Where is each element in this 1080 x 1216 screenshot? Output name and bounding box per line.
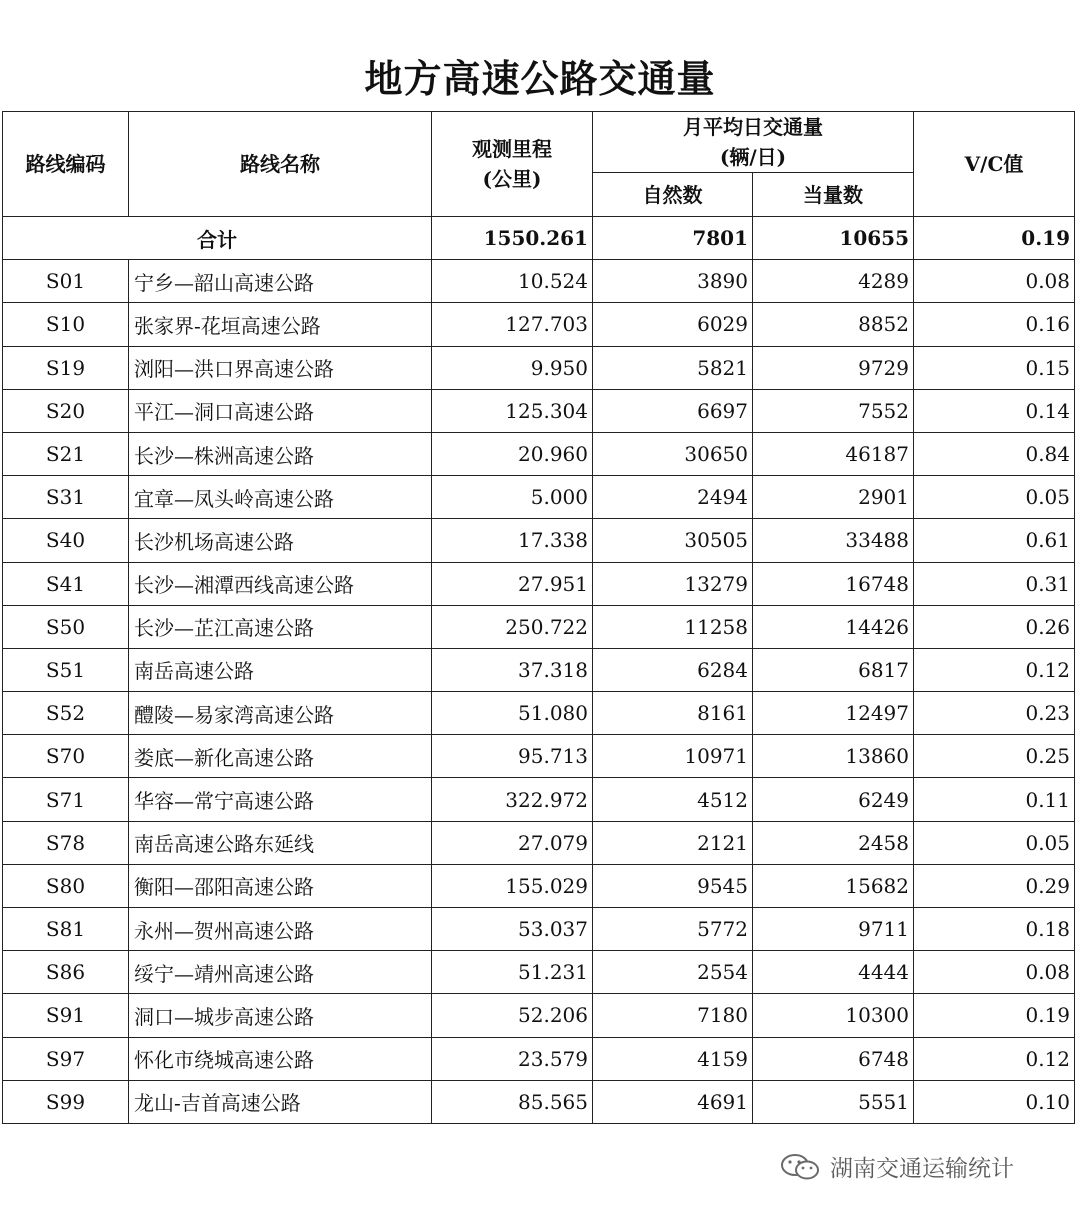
equivalent-count-cell: 6249 <box>753 778 914 821</box>
vc-cell: 0.25 <box>914 735 1075 778</box>
natural-count-cell: 4691 <box>593 1080 753 1123</box>
header-natural: 自然数 <box>593 173 753 217</box>
route-name-cell: 华容—常宁高速公路 <box>129 778 432 821</box>
natural-count-cell: 5821 <box>593 346 753 389</box>
route-code-cell: S40 <box>3 519 129 562</box>
route-name-cell: 绥宁—靖州高速公路 <box>129 951 432 994</box>
route-code-cell: S51 <box>3 648 129 691</box>
mileage-cell: 23.579 <box>432 1037 593 1080</box>
natural-count-cell: 2554 <box>593 951 753 994</box>
equivalent-count-cell: 7552 <box>753 389 914 432</box>
natural-count-cell: 3890 <box>593 260 753 303</box>
equivalent-count-cell: 4289 <box>753 260 914 303</box>
mileage-cell: 9.950 <box>432 346 593 389</box>
route-code-cell: S70 <box>3 735 129 778</box>
route-code-cell: S20 <box>3 389 129 432</box>
mileage-cell: 51.080 <box>432 692 593 735</box>
natural-count-cell: 30650 <box>593 432 753 475</box>
mileage-cell: 250.722 <box>432 605 593 648</box>
route-code-cell: S81 <box>3 908 129 951</box>
total-mileage: 1550.261 <box>432 217 593 260</box>
header-mileage-line1: 观测里程 <box>472 137 552 161</box>
natural-count-cell: 6697 <box>593 389 753 432</box>
traffic-table <box>2 111 1075 1124</box>
route-name-cell: 浏阳—洪口界高速公路 <box>129 346 432 389</box>
total-row <box>3 217 1075 260</box>
mileage-cell: 20.960 <box>432 432 593 475</box>
equivalent-count-cell: 46187 <box>753 432 914 475</box>
table-row <box>3 476 1075 519</box>
table-row <box>3 821 1075 864</box>
route-name-cell: 洞口—城步高速公路 <box>129 994 432 1037</box>
mileage-cell: 5.000 <box>432 476 593 519</box>
header-vc: V/C值 <box>914 112 1075 217</box>
header-mileage-line2: (公里) <box>482 167 542 191</box>
route-name-cell: 张家界-花垣高速公路 <box>129 303 432 346</box>
vc-cell: 0.11 <box>914 778 1075 821</box>
natural-count-cell: 30505 <box>593 519 753 562</box>
table-row <box>3 519 1075 562</box>
route-code-cell: S78 <box>3 821 129 864</box>
vc-cell: 0.31 <box>914 562 1075 605</box>
route-name-cell: 衡阳—邵阳高速公路 <box>129 864 432 907</box>
header-traffic-line2: (辆/日) <box>719 145 787 169</box>
route-name-cell: 宁乡—韶山高速公路 <box>129 260 432 303</box>
watermark <box>780 1150 1014 1183</box>
mileage-cell: 52.206 <box>432 994 593 1037</box>
table-row <box>3 1080 1075 1123</box>
vc-cell: 0.14 <box>914 389 1075 432</box>
table-row <box>3 648 1075 691</box>
route-name-cell: 龙山-吉首高速公路 <box>129 1080 432 1123</box>
route-code-cell: S31 <box>3 476 129 519</box>
total-label: 合计 <box>3 217 432 260</box>
route-name-cell: 宜章—凤头岭高速公路 <box>129 476 432 519</box>
natural-count-cell: 5772 <box>593 908 753 951</box>
equivalent-count-cell: 9729 <box>753 346 914 389</box>
route-name-cell: 长沙—湘潭西线高速公路 <box>129 562 432 605</box>
table-row <box>3 692 1075 735</box>
equivalent-count-cell: 9711 <box>753 908 914 951</box>
table-row <box>3 562 1075 605</box>
table-row <box>3 389 1075 432</box>
route-name-cell: 醴陵—易家湾高速公路 <box>129 692 432 735</box>
header-route-name: 路线名称 <box>129 112 432 217</box>
vc-cell: 0.12 <box>914 648 1075 691</box>
equivalent-count-cell: 15682 <box>753 864 914 907</box>
header-equivalent: 当量数 <box>753 173 914 217</box>
header-route-code: 路线编码 <box>3 112 129 217</box>
equivalent-count-cell: 10300 <box>753 994 914 1037</box>
route-name-cell: 长沙—株洲高速公路 <box>129 432 432 475</box>
vc-cell: 0.26 <box>914 605 1075 648</box>
table-row <box>3 951 1075 994</box>
route-name-cell: 长沙机场高速公路 <box>129 519 432 562</box>
equivalent-count-cell: 12497 <box>753 692 914 735</box>
table-row <box>3 735 1075 778</box>
equivalent-count-cell: 14426 <box>753 605 914 648</box>
mileage-cell: 51.231 <box>432 951 593 994</box>
route-name-cell: 永州—贺州高速公路 <box>129 908 432 951</box>
natural-count-cell: 13279 <box>593 562 753 605</box>
equivalent-count-cell: 5551 <box>753 1080 914 1123</box>
equivalent-count-cell: 16748 <box>753 562 914 605</box>
route-code-cell: S21 <box>3 432 129 475</box>
mileage-cell: 155.029 <box>432 864 593 907</box>
mileage-cell: 53.037 <box>432 908 593 951</box>
route-code-cell: S99 <box>3 1080 129 1123</box>
watermark-text: 湖南交通运输统计 <box>830 1156 1014 1182</box>
vc-cell: 0.12 <box>914 1037 1075 1080</box>
mileage-cell: 10.524 <box>432 260 593 303</box>
route-code-cell: S97 <box>3 1037 129 1080</box>
vc-cell: 0.08 <box>914 260 1075 303</box>
equivalent-count-cell: 6748 <box>753 1037 914 1080</box>
header-traffic-line1: 月平均日交通量 <box>683 115 823 139</box>
vc-cell: 0.29 <box>914 864 1075 907</box>
route-code-cell: S19 <box>3 346 129 389</box>
table-row <box>3 346 1075 389</box>
vc-cell: 0.15 <box>914 346 1075 389</box>
table-row <box>3 864 1075 907</box>
natural-count-cell: 4159 <box>593 1037 753 1080</box>
table-row <box>3 1037 1075 1080</box>
mileage-cell: 85.565 <box>432 1080 593 1123</box>
table-row <box>3 432 1075 475</box>
equivalent-count-cell: 2901 <box>753 476 914 519</box>
vc-cell: 0.16 <box>914 303 1075 346</box>
route-name-cell: 南岳高速公路东延线 <box>129 821 432 864</box>
equivalent-count-cell: 13860 <box>753 735 914 778</box>
vc-cell: 0.08 <box>914 951 1075 994</box>
table-row <box>3 994 1075 1037</box>
vc-cell: 0.18 <box>914 908 1075 951</box>
equivalent-count-cell: 2458 <box>753 821 914 864</box>
total-equivalent: 10655 <box>753 217 914 260</box>
wechat-icon <box>780 1152 822 1182</box>
vc-cell: 0.19 <box>914 994 1075 1037</box>
mileage-cell: 27.951 <box>432 562 593 605</box>
mileage-cell: 322.972 <box>432 778 593 821</box>
natural-count-cell: 6284 <box>593 648 753 691</box>
route-name-cell: 怀化市绕城高速公路 <box>129 1037 432 1080</box>
natural-count-cell: 2121 <box>593 821 753 864</box>
mileage-cell: 95.713 <box>432 735 593 778</box>
route-name-cell: 南岳高速公路 <box>129 648 432 691</box>
route-name-cell: 长沙—芷江高速公路 <box>129 605 432 648</box>
natural-count-cell: 9545 <box>593 864 753 907</box>
route-code-cell: S50 <box>3 605 129 648</box>
vc-cell: 0.84 <box>914 432 1075 475</box>
table-row <box>3 260 1075 303</box>
table-row <box>3 605 1075 648</box>
route-code-cell: S71 <box>3 778 129 821</box>
equivalent-count-cell: 6817 <box>753 648 914 691</box>
natural-count-cell: 2494 <box>593 476 753 519</box>
natural-count-cell: 10971 <box>593 735 753 778</box>
route-code-cell: S52 <box>3 692 129 735</box>
header-traffic <box>593 112 914 173</box>
total-vc: 0.19 <box>914 217 1075 260</box>
vc-cell: 0.05 <box>914 821 1075 864</box>
equivalent-count-cell: 4444 <box>753 951 914 994</box>
vc-cell: 0.05 <box>914 476 1075 519</box>
natural-count-cell: 6029 <box>593 303 753 346</box>
route-name-cell: 平江—洞口高速公路 <box>129 389 432 432</box>
route-code-cell: S86 <box>3 951 129 994</box>
mileage-cell: 125.304 <box>432 389 593 432</box>
route-code-cell: S91 <box>3 994 129 1037</box>
vc-cell: 0.10 <box>914 1080 1075 1123</box>
table-row <box>3 778 1075 821</box>
route-name-cell: 娄底—新化高速公路 <box>129 735 432 778</box>
route-code-cell: S10 <box>3 303 129 346</box>
equivalent-count-cell: 8852 <box>753 303 914 346</box>
total-natural: 7801 <box>593 217 753 260</box>
vc-cell: 0.61 <box>914 519 1075 562</box>
page-title: 地方高速公路交通量 <box>364 56 716 101</box>
route-code-cell: S01 <box>3 260 129 303</box>
natural-count-cell: 4512 <box>593 778 753 821</box>
natural-count-cell: 8161 <box>593 692 753 735</box>
table-row <box>3 908 1075 951</box>
natural-count-cell: 11258 <box>593 605 753 648</box>
route-code-cell: S41 <box>3 562 129 605</box>
header-mileage <box>432 112 593 217</box>
natural-count-cell: 7180 <box>593 994 753 1037</box>
mileage-cell: 17.338 <box>432 519 593 562</box>
equivalent-count-cell: 33488 <box>753 519 914 562</box>
mileage-cell: 127.703 <box>432 303 593 346</box>
route-code-cell: S80 <box>3 864 129 907</box>
mileage-cell: 37.318 <box>432 648 593 691</box>
vc-cell: 0.23 <box>914 692 1075 735</box>
table-row <box>3 303 1075 346</box>
mileage-cell: 27.079 <box>432 821 593 864</box>
